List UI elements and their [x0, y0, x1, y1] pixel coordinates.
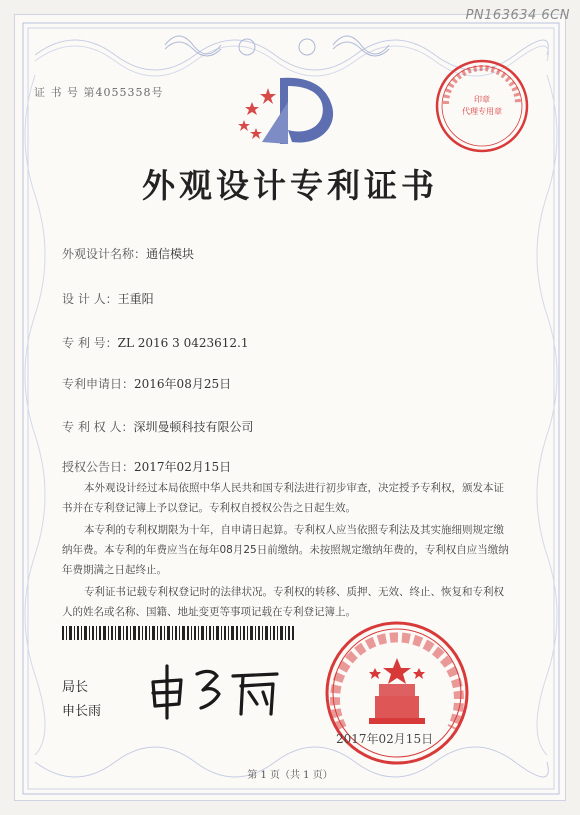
issue-date: 2017年02月15日 [336, 732, 434, 746]
patent-number-label: 专 利 号： [62, 336, 118, 350]
signatory-title: 局长 [62, 680, 89, 695]
body-paragraph: 本专利的专利权期限为十年，自申请日起算。专利权人应当依照专利法及其实施细则规定缴纳年费。本专利的年费应当在每年08月25日前缴纳。未按照规定缴纳年费的，专利权自应当缴纳年费期满之日起终止。 [62, 524, 509, 576]
grant-date-row [62, 458, 231, 475]
barcode [62, 626, 294, 640]
handwritten-signature [145, 652, 285, 722]
design-name-label: 外观设计名称： [62, 247, 147, 261]
patentee-label: 专 利 权 人： [62, 420, 134, 434]
filing-date-value: 2016年08月25日 [134, 377, 232, 391]
patent-number-row [62, 334, 248, 351]
filing-date-label: 专利申请日： [62, 377, 135, 391]
page-footer: 第 1 页（共 1 页） [247, 770, 333, 781]
handwritten-reference: PN163634 6CN [465, 8, 570, 23]
design-name-row [62, 245, 194, 262]
patentee-row [62, 418, 253, 435]
grant-date-value: 2017年02月15日 [134, 460, 232, 474]
agency-seal [432, 56, 532, 156]
body-paragraph: 本外观设计经过本局依照中华人民共和国专利法进行初步审查，决定授予专利权，颁发本证书并在专利登记簿上予以登记。专利权自授权公告之日起生效。 [62, 482, 504, 514]
designer-row [62, 290, 154, 307]
certificate-number: 证 书 号 第4055358号 [34, 86, 164, 99]
signatory-name: 申长雨 [62, 704, 102, 719]
patent-office-emblem [222, 72, 342, 152]
designer-value: 王重阳 [117, 292, 154, 306]
svg-text:代理专用章: 代理专用章 [462, 107, 502, 116]
certificate-body [62, 478, 514, 624]
body-paragraph: 专利证书记载专利权登记时的法律状况。专利权的转移、质押、无效、终止、恢复和专利权人的姓名或名称、国籍、地址变更等事项记载在专利登记簿上。 [62, 586, 504, 618]
grant-date-label: 授权公告日： [62, 460, 135, 474]
design-name-value: 通信模块 [146, 247, 195, 261]
patent-number-value: ZL 2016 3 0423612.1 [117, 336, 249, 350]
designer-label: 设 计 人： [62, 292, 118, 306]
svg-text:印章: 印章 [474, 95, 490, 104]
filing-date-row [62, 375, 231, 392]
patentee-value: 深圳曼顿科技有限公司 [133, 420, 254, 434]
certificate-title: 外观设计专利证书 [142, 166, 438, 205]
